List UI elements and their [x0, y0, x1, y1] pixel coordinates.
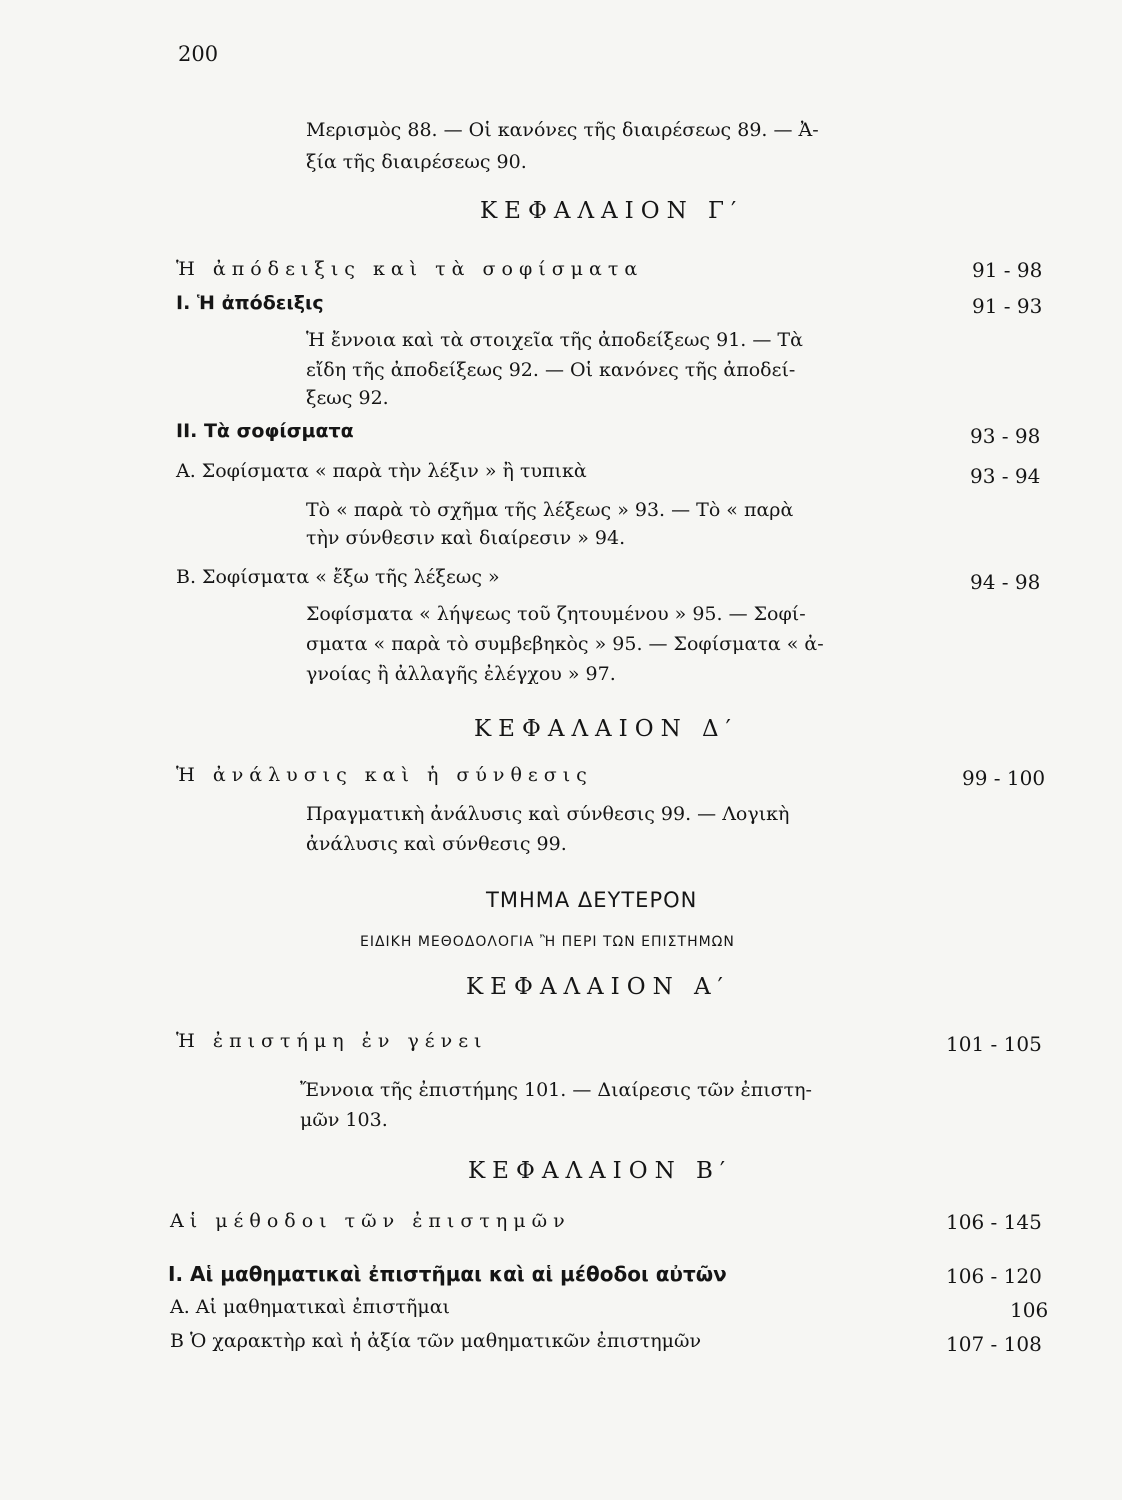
- chapter-g-sub-a-range: 93 - 94: [970, 464, 1041, 488]
- part-two-title: ΤΜΗΜΑ ΔΕΥΤΕΡΟΝ: [486, 888, 698, 912]
- chapter-a-para-1: Ἔννοια τῆς ἐπιστήμης 101. — Διαίρεσις τῶν ἐπιστη-: [300, 1079, 812, 1101]
- chapter-b-section-1-range: 106 - 120: [946, 1264, 1042, 1288]
- chapter-g-section-1-para-2: εἴδη τῆς ἀποδείξεως 92. — Οἱ κανόνες τῆς ἀποδεί-: [306, 359, 796, 381]
- chapter-g-sub-a: Α. Σοφίσματα « παρὰ τὴν λέξιν » ἢ τυπικὰ: [176, 460, 587, 482]
- chapter-g-section-1-para-1: Ἡ ἔννοια καὶ τὰ στοιχεῖα τῆς ἀποδείξεως 91. — Τὰ: [306, 329, 803, 351]
- chapter-a-range: 101 - 105: [946, 1032, 1042, 1056]
- chapter-b-sub-b-range: 107 - 108: [946, 1332, 1042, 1356]
- chapter-g-sub-b-para-3: γνοίας ἢ ἀλλαγῆς ἐλέγχου » 97.: [306, 663, 616, 685]
- chapter-b-range: 106 - 145: [946, 1210, 1042, 1234]
- chapter-g-title: Ἡ ἀπόδειξις καὶ τὰ σοφίσματα: [176, 258, 644, 280]
- chapter-g-sub-b-para-2: σματα « παρὰ τὸ συμβεβηκὸς » 95. — Σοφίσματα « ἀ-: [306, 633, 824, 655]
- chapter-a-para-2: μῶν 103.: [300, 1109, 388, 1131]
- chapter-d-para-2: ἀνάλυσις καὶ σύνθεσις 99.: [306, 833, 567, 855]
- intro-line-2: ξία τῆς διαιρέσεως 90.: [306, 151, 527, 173]
- chapter-g-sub-a-para-1: Τὸ « παρὰ τὸ σχῆμα τῆς λέξεως » 93. — Τὸ « παρὰ: [306, 499, 794, 521]
- chapter-g-section-1: Ι. Ἡ ἀπόδειξις: [176, 292, 324, 314]
- chapter-d-heading: ΚΕΦΑΛΑΙΟΝ Δ′: [474, 716, 738, 742]
- chapter-b-heading: ΚΕΦΑΛΑΙΟΝ Β′: [468, 1158, 733, 1184]
- chapter-g-sub-b: Β. Σοφίσματα « ἔξω τῆς λέξεως »: [176, 566, 500, 588]
- chapter-g-section-1-para-3: ξεως 92.: [306, 387, 389, 409]
- chapter-g-section-1-range: 91 - 93: [972, 294, 1043, 318]
- chapter-g-sub-a-para-2: τὴν σύνθεσιν καὶ διαίρεσιν » 94.: [306, 527, 626, 549]
- chapter-b-sub-b: Β Ὁ χαρακτὴρ καὶ ἡ ἀξία τῶν μαθηματικῶν ἐπιστημῶν: [170, 1330, 702, 1352]
- chapter-a-title: Ἡ ἐπιστήμη ἐν γένει: [176, 1030, 488, 1052]
- chapter-d-para-1: Πραγματικὴ ἀνάλυσις καὶ σύνθεσις 99. — Λογικὴ: [306, 803, 790, 825]
- intro-line-1: Μερισμὸς 88. — Οἱ κανόνες τῆς διαιρέσεως 89. — Ἀ-: [306, 119, 819, 141]
- chapter-a-heading: ΚΕΦΑΛΑΙΟΝ Α′: [466, 974, 730, 1000]
- chapter-g-section-2: ΙΙ. Τὰ σοφίσματα: [176, 420, 354, 442]
- chapter-g-sub-b-range: 94 - 98: [970, 570, 1041, 594]
- chapter-d-range: 99 - 100: [962, 766, 1046, 790]
- chapter-b-sub-a: Α. Αἱ μαθηματικαὶ ἐπιστῆμαι: [170, 1296, 450, 1318]
- chapter-g-section-2-range: 93 - 98: [970, 424, 1041, 448]
- chapter-g-range: 91 - 98: [972, 258, 1043, 282]
- page-number: 200: [178, 42, 219, 66]
- chapter-b-title: Αἱ μέθοδοι τῶν ἐπιστημῶν: [170, 1210, 571, 1232]
- chapter-b-sub-a-range: 106: [1010, 1298, 1049, 1322]
- chapter-g-heading: ΚΕΦΑΛΑΙΟΝ Γ′: [480, 198, 744, 224]
- part-two-subtitle: ΕΙΔΙΚΗ ΜΕΘΟΔΟΛΟΓΙΑ Ἢ ΠΕΡΙ ΤΩΝ ΕΠΙΣΤΗΜΩΝ: [360, 934, 735, 950]
- chapter-b-section-1: Ι. Αἱ μαθηματικαὶ ἐπιστῆμαι καὶ αἱ μέθοδοι αὐτῶν: [168, 1262, 727, 1286]
- chapter-d-title: Ἡ ἀνάλυσις καὶ ἡ σύνθεσις: [176, 764, 593, 786]
- chapter-g-sub-b-para-1: Σοφίσματα « λήψεως τοῦ ζητουμένου » 95. — Σοφί-: [306, 603, 806, 625]
